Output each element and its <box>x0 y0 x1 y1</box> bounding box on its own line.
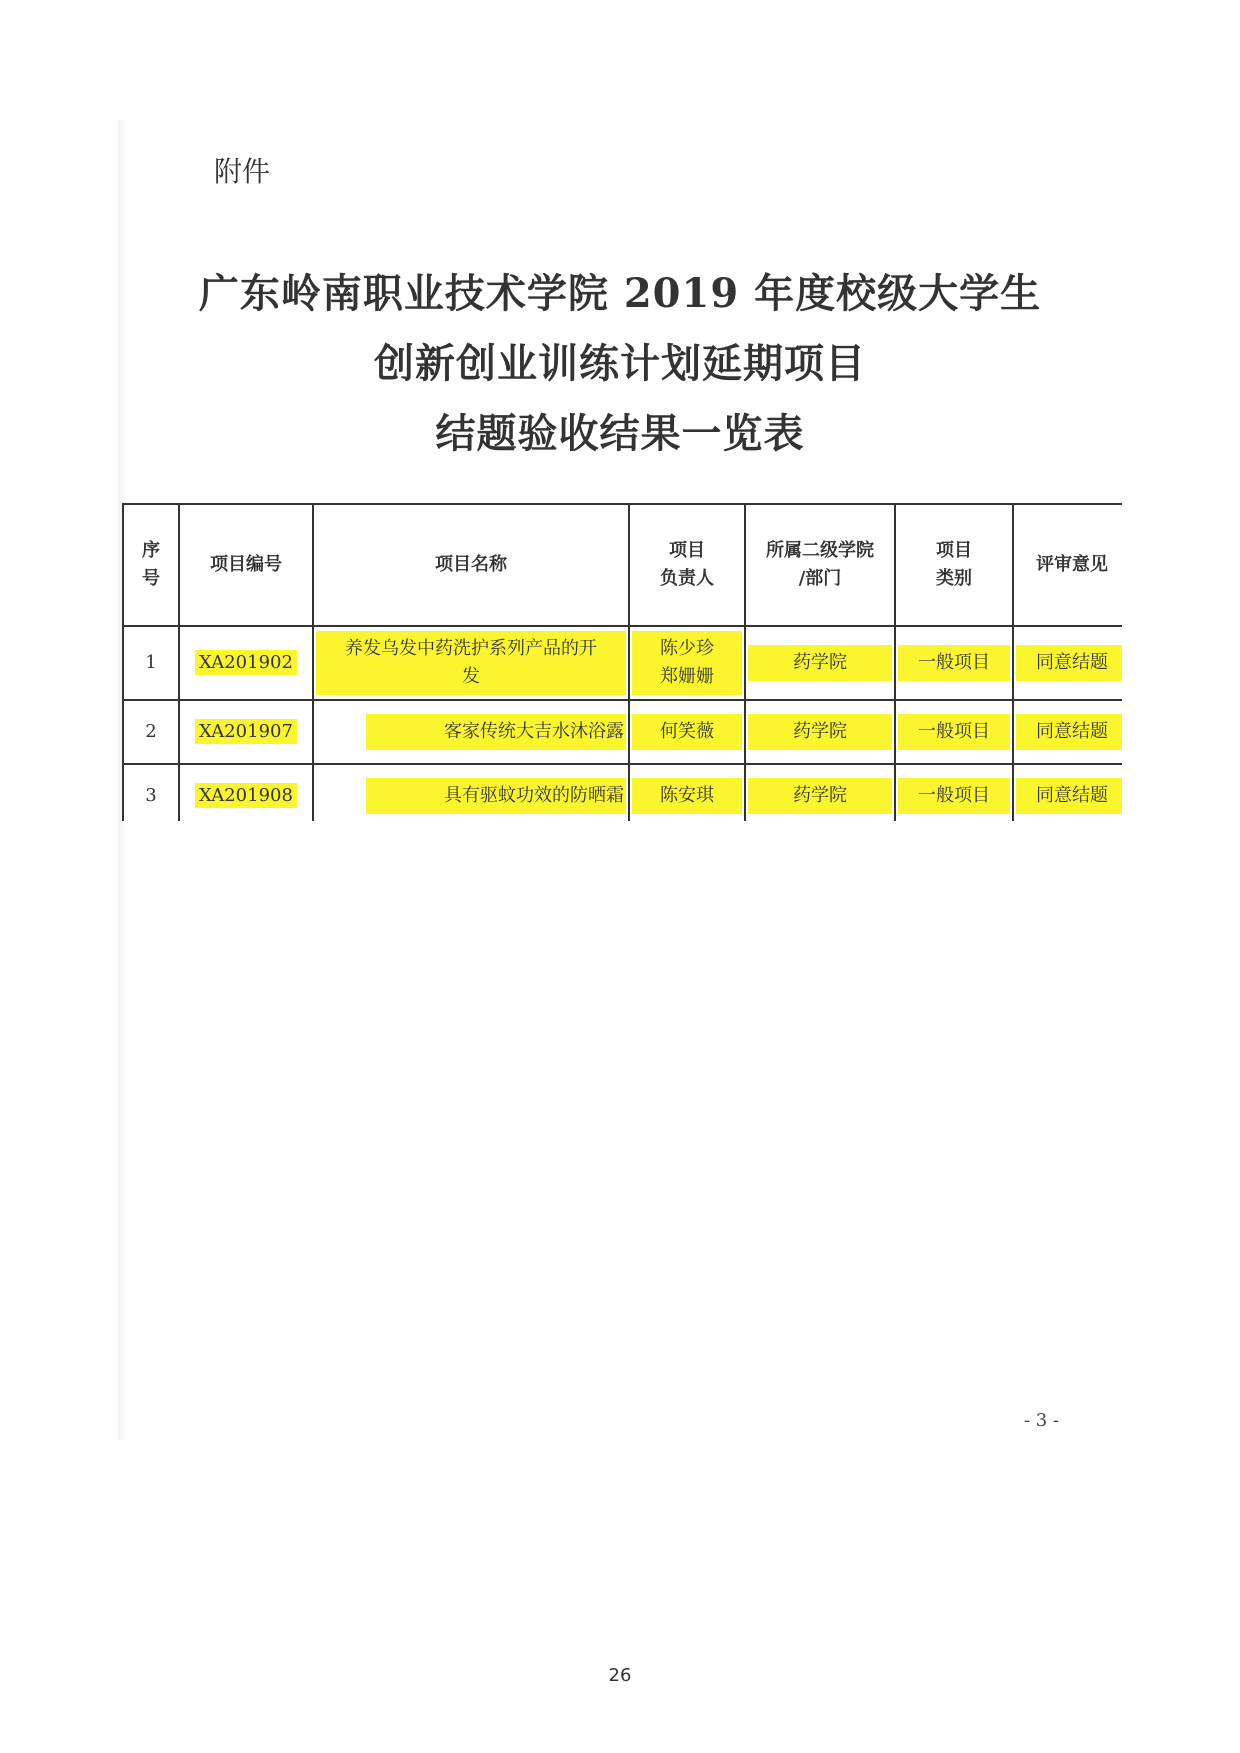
results-table <box>122 503 1122 821</box>
cell-code <box>179 764 313 821</box>
header-leader-line2: 负责人 <box>660 568 714 589</box>
college-text: 药学院 <box>748 778 892 814</box>
table-row <box>123 626 1122 700</box>
cell-seq: 2 <box>123 700 179 764</box>
header-opinion: 评审意见 <box>1013 504 1122 626</box>
attachment-label: 附件 <box>214 155 271 188</box>
header-seq-line1: 序 <box>142 540 160 561</box>
cell-opinion <box>1013 764 1122 821</box>
code-text: XA201902 <box>195 650 297 675</box>
cell-category <box>895 764 1013 821</box>
document-title-line-1: 广东岭南职业技术学院 2019 年度校级大学生 <box>198 270 1042 317</box>
page-number: 26 <box>608 1665 632 1686</box>
header-leader-line1: 项目 <box>669 540 705 561</box>
header-college-line1: 所属二级学院 <box>766 540 874 561</box>
header-college <box>745 504 895 626</box>
cell-name <box>313 700 629 764</box>
opinion-text: 同意结题 <box>1016 645 1122 681</box>
college-text: 药学院 <box>748 714 892 750</box>
cell-college <box>745 764 895 821</box>
cell-college <box>745 700 895 764</box>
cell-code <box>179 626 313 700</box>
header-category <box>895 504 1013 626</box>
cell-name <box>313 626 629 700</box>
leader-text: 何笑薇 <box>632 714 742 750</box>
name-text: 客家传统大吉水沐浴露 <box>366 714 626 750</box>
header-leader <box>629 504 745 626</box>
results-table-container <box>122 503 1122 821</box>
cell-name <box>313 764 629 821</box>
cell-leader <box>629 700 745 764</box>
inner-page-number: - 3 - <box>1024 1410 1060 1431</box>
name-line2: 发 <box>462 666 480 687</box>
header-category-line2: 类别 <box>936 568 972 589</box>
category-text: 一般项目 <box>898 778 1010 814</box>
cell-opinion <box>1013 626 1122 700</box>
document-title-line-3: 结题验收结果一览表 <box>435 410 805 457</box>
cell-category <box>895 626 1013 700</box>
name-line1: 养发乌发中药洗护系列产品的开 <box>345 638 597 659</box>
name-text: 具有驱蚊功效的防晒霜 <box>366 778 626 814</box>
leader-line1: 陈少珍 <box>660 638 714 659</box>
leader-text: 陈安琪 <box>632 778 742 814</box>
table-header-row <box>123 504 1122 626</box>
opinion-text: 同意结题 <box>1016 778 1122 814</box>
cell-code <box>179 700 313 764</box>
header-code: 项目编号 <box>179 504 313 626</box>
document-title-line-2: 创新创业训练计划延期项目 <box>374 340 866 387</box>
header-seq <box>123 504 179 626</box>
code-text: XA201907 <box>195 719 297 744</box>
category-text: 一般项目 <box>898 645 1010 681</box>
table-row <box>123 764 1122 821</box>
cell-college <box>745 626 895 700</box>
leader-text <box>632 631 742 695</box>
college-text: 药学院 <box>748 645 892 681</box>
cell-opinion <box>1013 700 1122 764</box>
cell-seq: 3 <box>123 764 179 821</box>
header-category-line1: 项目 <box>936 540 972 561</box>
header-name: 项目名称 <box>313 504 629 626</box>
category-text: 一般项目 <box>898 714 1010 750</box>
header-college-line2: /部门 <box>798 568 842 589</box>
header-seq-line2: 号 <box>142 568 160 589</box>
leader-line2: 郑姗姗 <box>660 666 714 687</box>
name-text <box>316 631 626 695</box>
table-row <box>123 700 1122 764</box>
cell-seq: 1 <box>123 626 179 700</box>
cell-category <box>895 700 1013 764</box>
cell-leader <box>629 626 745 700</box>
cell-leader <box>629 764 745 821</box>
opinion-text: 同意结题 <box>1016 714 1122 750</box>
code-text: XA201908 <box>195 783 297 808</box>
